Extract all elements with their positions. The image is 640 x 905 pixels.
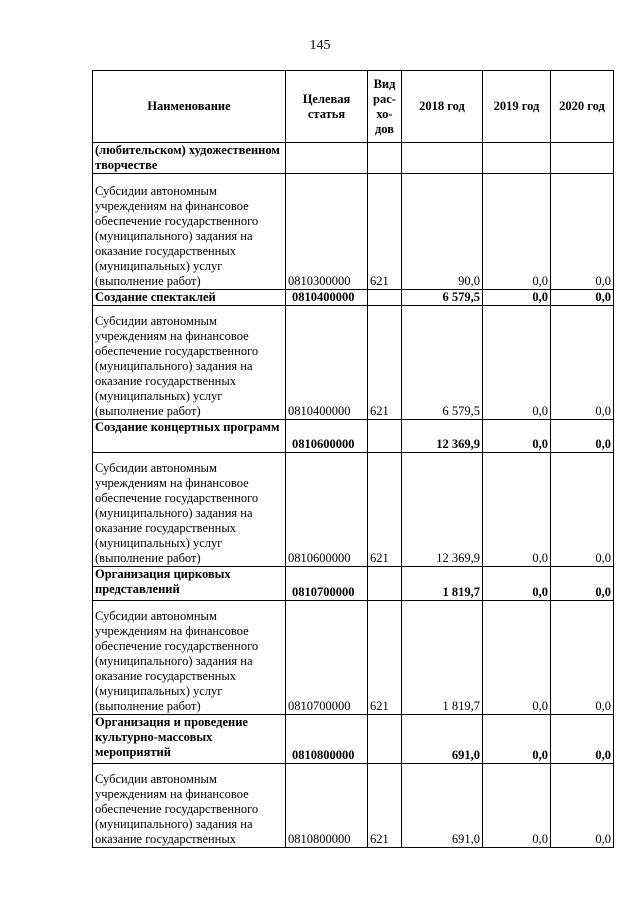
row-2020 <box>551 143 614 174</box>
header-2020: 2020 год <box>551 71 614 143</box>
row-2019: 0,0 <box>483 174 551 290</box>
row-2020: 0,0 <box>551 174 614 290</box>
header-target-article: Целевая статья <box>286 71 368 143</box>
row-name: Субсидии автономным учреждениям на финансовое обеспечение государственного (муниципального) задания на оказание государственных (муниципальных) услуг (выполнение работ) <box>93 453 286 567</box>
header-2018: 2018 год <box>402 71 483 143</box>
row-2020: 0,0 <box>551 764 614 848</box>
table-row <box>93 715 614 764</box>
row-2019: 0,0 <box>483 764 551 848</box>
header-expense-type: Вид рас- хо- дов <box>368 71 402 143</box>
row-vid <box>368 290 402 306</box>
row-2019: 0,0 <box>483 567 551 601</box>
row-vid: 621 <box>368 601 402 715</box>
row-name: Субсидии автономным учреждениям на финансовое обеспечение государственного (муниципального) задания на оказание государственных <box>93 764 286 848</box>
row-2020: 0,0 <box>551 715 614 764</box>
table-row <box>93 290 614 306</box>
row-2018: 6 579,5 <box>402 290 483 306</box>
row-2020: 0,0 <box>551 453 614 567</box>
row-2020: 0,0 <box>551 306 614 420</box>
row-2019: 0,0 <box>483 290 551 306</box>
row-2018: 12 369,9 <box>402 420 483 453</box>
row-vid: 621 <box>368 174 402 290</box>
row-code: 0810400000 <box>286 306 368 420</box>
header-2019: 2019 год <box>483 71 551 143</box>
table-row <box>93 567 614 601</box>
row-vid <box>368 715 402 764</box>
row-2020: 0,0 <box>551 420 614 453</box>
page-number: 145 <box>309 38 331 53</box>
row-code: 0810400000 <box>286 290 368 306</box>
table-row <box>93 601 614 715</box>
row-name: Субсидии автономным учреждениям на финансовое обеспечение государственного (муниципального) задания на оказание государственных (муниципальных) услуг (выполнение работ) <box>93 601 286 715</box>
table-row <box>93 143 614 174</box>
row-code: 0810600000 <box>286 453 368 567</box>
row-2018: 12 369,9 <box>402 453 483 567</box>
row-2018: 1 819,7 <box>402 567 483 601</box>
row-vid <box>368 567 402 601</box>
row-2018 <box>402 143 483 174</box>
row-2020: 0,0 <box>551 290 614 306</box>
row-code: 0810700000 <box>286 601 368 715</box>
budget-table <box>92 70 614 848</box>
row-name: Организация цирковых представлений <box>93 567 286 601</box>
row-2019: 0,0 <box>483 715 551 764</box>
row-2019: 0,0 <box>483 453 551 567</box>
row-2018: 90,0 <box>402 174 483 290</box>
row-2018: 1 819,7 <box>402 601 483 715</box>
header-name: Наименование <box>93 71 286 143</box>
row-code: 0810700000 <box>286 567 368 601</box>
row-2018: 691,0 <box>402 715 483 764</box>
table-row <box>93 764 614 848</box>
row-2018: 691,0 <box>402 764 483 848</box>
row-name: Субсидии автономным учреждениям на финансовое обеспечение государственного (муниципального) задания на оказание государственных (муниципальных) услуг (выполнение работ) <box>93 306 286 420</box>
row-2020: 0,0 <box>551 567 614 601</box>
row-vid <box>368 420 402 453</box>
row-2019: 0,0 <box>483 601 551 715</box>
row-vid: 621 <box>368 453 402 567</box>
row-vid <box>368 143 402 174</box>
table-row <box>93 174 614 290</box>
row-2019: 0,0 <box>483 420 551 453</box>
row-code: 0810800000 <box>286 715 368 764</box>
row-code: 0810300000 <box>286 174 368 290</box>
row-code <box>286 143 368 174</box>
row-name: (любительском) художественном творчестве <box>93 143 286 174</box>
row-name: Организация и проведение культурно-массовых мероприятий <box>93 715 286 764</box>
row-code: 0810600000 <box>286 420 368 453</box>
row-name: Создание концертных программ <box>93 420 286 453</box>
table-row <box>93 306 614 420</box>
row-2019 <box>483 143 551 174</box>
row-2018: 6 579,5 <box>402 306 483 420</box>
row-2020: 0,0 <box>551 601 614 715</box>
row-vid: 621 <box>368 764 402 848</box>
row-name: Субсидии автономным учреждениям на финансовое обеспечение государственного (муниципального) задания на оказание государственных (муниципальных) услуг (выполнение работ) <box>93 174 286 290</box>
table-row <box>93 453 614 567</box>
row-vid: 621 <box>368 306 402 420</box>
table-header-row <box>93 71 614 143</box>
table-row <box>93 420 614 453</box>
row-name: Создание спектаклей <box>93 290 286 306</box>
row-code: 0810800000 <box>286 764 368 848</box>
row-2019: 0,0 <box>483 306 551 420</box>
